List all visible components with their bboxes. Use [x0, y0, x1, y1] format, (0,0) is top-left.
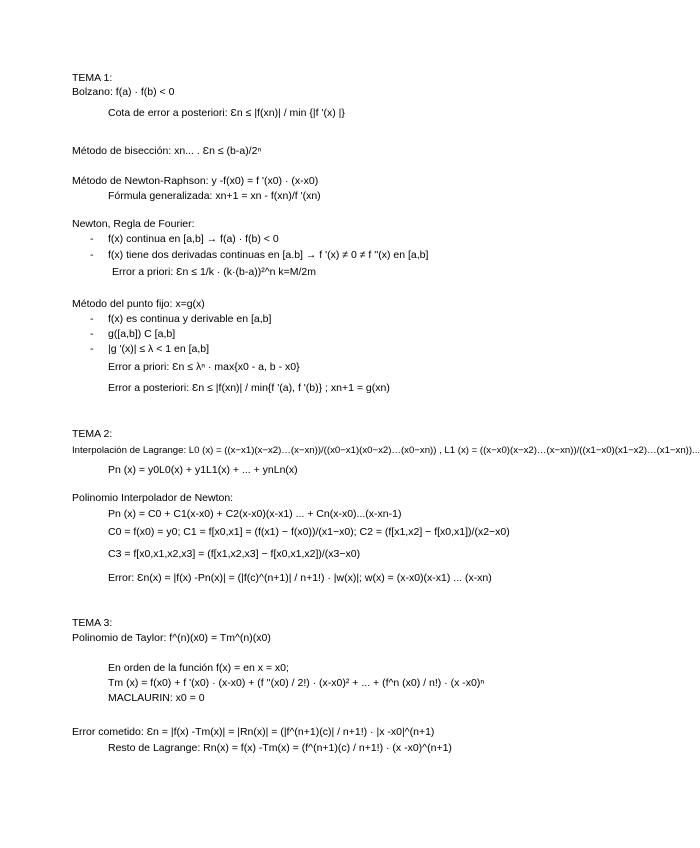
orden-line: En orden de la función f(x) = en x = x0; [108, 662, 289, 674]
formula-generalizada-line: Fórmula generalizada: xn+1 = xn - f(xn)/f '(xn) [108, 190, 321, 202]
list-dash: - [90, 313, 94, 325]
punto-fijo-item-2: g([a,b]) C [a,b] [108, 328, 176, 340]
biseccion-line: Método de bisección: xn... . Ɛn ≤ (b-a)/2ⁿ [72, 145, 262, 157]
list-dash: - [90, 343, 94, 355]
newton-raphson-line: Método de Newton-Raphson: y -f(x0) = f '(x0) · (x-x0) [72, 175, 319, 187]
tema2-error-line: Error: Ɛn(x) = |f(x) -Pn(x)| = (|f(c)^(n+1)| / n+1!) · |w(x)|; w(x) = (x-x0)(x-x1) ... (x-xn) [108, 572, 492, 584]
taylor-line: Polinomio de Taylor: f^(n)(x0) = Tm^(n)(x0) [72, 632, 271, 644]
pf-error-posteriori: Error a posteriori: Ɛn ≤ |f(xn)| / min{f '(a), f '(b)} ; xn+1 = g(xn) [108, 382, 390, 394]
fourier-item-2: f(x) tiene dos derivadas continuas en [a.b] → f '(x) ≠ 0 ≠ f ''(x) en [a,b] [108, 249, 429, 261]
punto-fijo-item-3: |g '(x)| ≤ λ < 1 en [a,b] [108, 343, 210, 355]
c3-line: C3 = f[x0,x1,x2,x3] = (f[x1,x2,x3] − f[x0,x1,x2])/(x3−x0) [108, 548, 361, 560]
pn-newton-line: Pn (x) = C0 + C1(x-x0) + C2(x-x0)(x-x1) ... + Cn(x-x0)...(x-xn-1) [108, 508, 402, 520]
tm-line: Tm (x) = f(x0) + f '(x0) · (x-x0) + (f ''(x0) / 2!) · (x-x0)² + ... + (f^n (x0) / n!) · (x -x0)ⁿ [108, 677, 485, 689]
fourier-title: Newton, Regla de Fourier: [72, 218, 195, 230]
lagrange-line: Interpolación de Lagrange: L0 (x) = ((x−x1)(x−x2)…(x−xn))/((x0−x1)(x0−x2)…(x0−xn)) , L1 (x) = ((x−x0)(x−x2)…(x−xn))/((x1−x0)(x1−x2)…(x1−xn))... [72, 445, 700, 456]
resto-lagrange-line: Resto de Lagrange: Rn(x) = f(x) -Tm(x) = (f^(n+1)(c) / n+1!) · (x -x0)^(n+1) [108, 742, 452, 754]
maclaurin-line: MACLAURIN: x0 = 0 [108, 692, 205, 704]
cota-error-line: Cota de error a posteriori: Ɛn ≤ |f(xn)| / min {|f '(x) |} [108, 107, 345, 119]
tema2-heading: TEMA 2: [72, 428, 113, 440]
list-dash: - [90, 249, 94, 261]
tema1-heading: TEMA 1: [72, 72, 113, 84]
pf-error-priori: Error a priori: Ɛn ≤ λⁿ · max{x0 - a, b - x0} [108, 361, 300, 373]
punto-fijo-title: Método del punto fijo: x=g(x) [72, 298, 205, 310]
error-cometido-line: Error cometido: Ɛn = |f(x) -Tm(x)| = |Rn(x)| = (|f^(n+1)(c)| / n+1!) · |x -x0|^(n+1) [72, 726, 435, 738]
newton-interpolador-title: Polinomio Interpolador de Newton: [72, 492, 234, 504]
tema3-heading: TEMA 3: [72, 617, 113, 629]
fourier-error-line: Error a priori: Ɛn ≤ 1/k · (k·(b-a))²^n k=M/2m [112, 266, 317, 278]
list-dash: - [90, 233, 94, 245]
punto-fijo-item-1: f(x) es continua y derivable en [a,b] [108, 313, 272, 325]
c0-c1-c2-line: C0 = f(x0) = y0; C1 = f[x0,x1] = (f(x1) − f(x0))/(x1−x0); C2 = (f[x1,x2] − f[x0,x1])/(x2−x0) [108, 526, 510, 538]
fourier-item-1: f(x) continua en [a,b] → f(a) · f(b) < 0 [108, 233, 279, 245]
bolzano-line: Bolzano: f(a) · f(b) < 0 [72, 86, 175, 98]
pn-lagrange-line: Pn (x) = y0L0(x) + y1L1(x) + ... + ynLn(x) [108, 464, 298, 476]
list-dash: - [90, 328, 94, 340]
